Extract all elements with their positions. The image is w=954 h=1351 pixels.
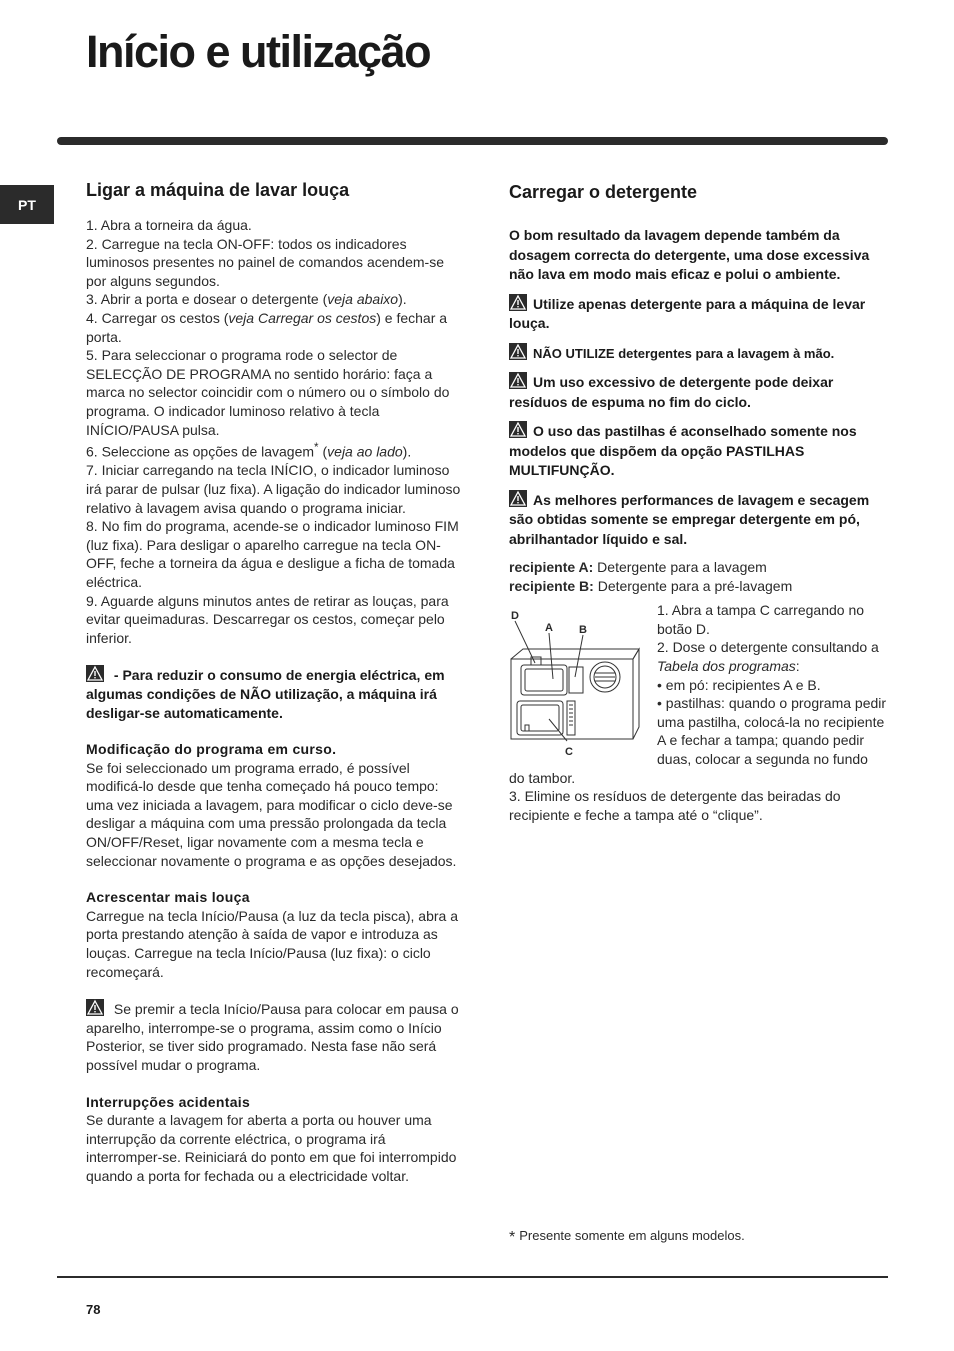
detergent-warnings [509, 285, 887, 550]
interruptions-title: Interrupções acidentais [86, 1093, 251, 1110]
warning-icon [86, 999, 104, 1016]
warning-2: NÃO UTILIZE detergentes para a lavagem à mão. [509, 343, 887, 364]
step-1: 1. Abra a torneira da água. [86, 217, 252, 233]
modify-program-title: Modificação do programa em curso. [86, 741, 337, 758]
detergent-intro: O bom resultado da lavagem depende também da dosagem correcta do detergente, uma dose excessiva não lava em modo mais eficaz e polui o ambiente. [509, 227, 870, 282]
dispense-step-1: 1. Abra a tampa C carregando no botão D. [657, 602, 865, 637]
label-b: B [579, 624, 587, 637]
add-dishes-text: Carregue na tecla Início/Pausa (a luz da tecla pisca), abra a porta prestando atenção à saída de vapor e introduza as louças. Carregue na tecla Início/Pausa (luz fixa): o ciclo recomeçará. [86, 907, 458, 980]
warning-icon [509, 490, 527, 507]
dispense-powder: • em pó: recipientes A e B. [657, 676, 821, 693]
step-4: 4. Carregar os cestos (veja Carregar os cestos) e fechar a porta. [86, 309, 448, 345]
dispense-step-2: 2. Dose o detergente consultando a Tabela dos programas: [657, 639, 879, 674]
step-8: 8. No fim do programa, acende-se o indicador luminoso FIM (luz fixa). Para desligar o aparelho carregue na tecla ON-OFF, feche a torneira da água e desligue a ficha de tomada eléctrica. [86, 518, 459, 590]
container-a: recipiente A: Detergente para a lavagem [509, 559, 767, 575]
energy-warning: - Para reduzir o consumo de energia eléctrica, em algumas condições de NÃO utilização, a máquina irá desligar-se automaticamente. [86, 667, 445, 721]
left-column [86, 178, 464, 1186]
top-divider [57, 137, 888, 145]
right-column [509, 180, 887, 824]
dispense-tablets: • pastilhas: quando o programa pedir uma pastilha, colocá-la no recipiente A e fechar a tampa; quando pedir duas, colocar a segunda no fundo do tambor. [509, 695, 887, 786]
warning-3: Um uso excessivo de detergente pode deixar resíduos de espuma no fim do ciclo. [509, 374, 834, 410]
warning-icon [86, 665, 104, 682]
step-7: 7. Iniciar carregando na tecla INÍCIO, o indicador luminoso irá parar de pulsar (luz fixa). A ligação do indicador luminoso relativo à lavagem avisa quando o programa iniciar. [86, 462, 461, 516]
language-tab: PT [0, 185, 54, 224]
warning-4: O uso das pastilhas é aconselhado somente nos modelos que dispõem da opção PASTILHAS MULTIFUNÇÃO. [509, 423, 857, 478]
label-c: C [565, 746, 573, 759]
step-3: 3. Abrir a porta e dosear o detergente (veja abaixo). [86, 291, 407, 308]
step-2: 2. Carregue na tecla ON-OFF: todos os indicadores luminosos presentes no painel de comandos acendem-se por alguns segundos. [86, 235, 444, 289]
section-heading-detergent: Carregar o detergente [509, 182, 698, 202]
container-b: recipiente B: Detergente para a pré-lavagem [509, 577, 793, 594]
steps-list [86, 216, 464, 647]
warning-1: Utilize apenas detergente para a máquina de levar louça. [509, 295, 866, 331]
modify-program-text: Se foi seleccionado um programa errado, é possível modificá-lo desde que tenha começado há pouco tempo: uma vez iniciada a lavagem, para modificar o ciclo deve-se desligar a máquina com uma pressão prolongada da tecla ON/OFF/Reset, ligar novamente com a mesma tecla e seleccionar novamente o programa e as opções desejados. [86, 759, 457, 869]
detergent-dispenser-diagram [509, 607, 647, 757]
page-title: Início e utilização [86, 26, 431, 77]
step-9: 9. Aguarde alguns minutos antes de retirar as louças, para evitar queimaduras. Descarregar os cestos, começar pelo inferior. [86, 592, 449, 646]
label-d: D [511, 610, 519, 623]
step-6: 6. Seleccione as opções de lavagem* (veja ao lado). [86, 441, 412, 460]
section-heading-start: Ligar a máquina de lavar louça [86, 180, 350, 200]
page-number: 78 [86, 1302, 101, 1317]
footnote: * Presente somente em alguns modelos. [509, 1228, 745, 1246]
warning-icon [509, 294, 527, 311]
warning-icon [509, 372, 527, 389]
add-dishes-title: Acrescentar mais louça [86, 889, 250, 906]
label-a: A [545, 622, 553, 635]
warning-5: As melhores performances de lavagem e secagem são obtidas somente se empregar detergente em pó, abrilhantador líquido e sal. [509, 491, 870, 547]
warning-icon [509, 343, 527, 360]
bottom-divider [57, 1276, 888, 1278]
interruptions-text: Se durante a lavagem for aberta a porta ou houver uma interrupção da corrente eléctrica, o programa irá interromper-se. Reiniciará do ponto em que foi interrompido quando a porta for fechada ou a electricidade voltar. [86, 1112, 457, 1184]
step-5: 5. Para seleccionar o programa rode o selector de SELECÇÃO DE PROGRAMA no sentido horário: faça a marca no selector coincidir com o número ou o símbolo do programa. O indicador luminoso relativo à tecla INÍCIO/PAUSA pulsa. [86, 347, 450, 438]
warning-icon [509, 421, 527, 438]
pause-note: Se premir a tecla Início/Pausa para colocar em pausa o aparelho, interrompe-se o programa, assim como o Início Posterior, se tiver sido programado. Nesta fase não será possível mudar o programa. [86, 1001, 459, 1073]
dispenser-drawing [509, 607, 647, 757]
dispenser-section [509, 601, 887, 824]
dispense-step-3: 3. Elimine os resíduos de detergente das beiradas do recipiente e feche a tampa até o “clique”. [509, 788, 841, 823]
